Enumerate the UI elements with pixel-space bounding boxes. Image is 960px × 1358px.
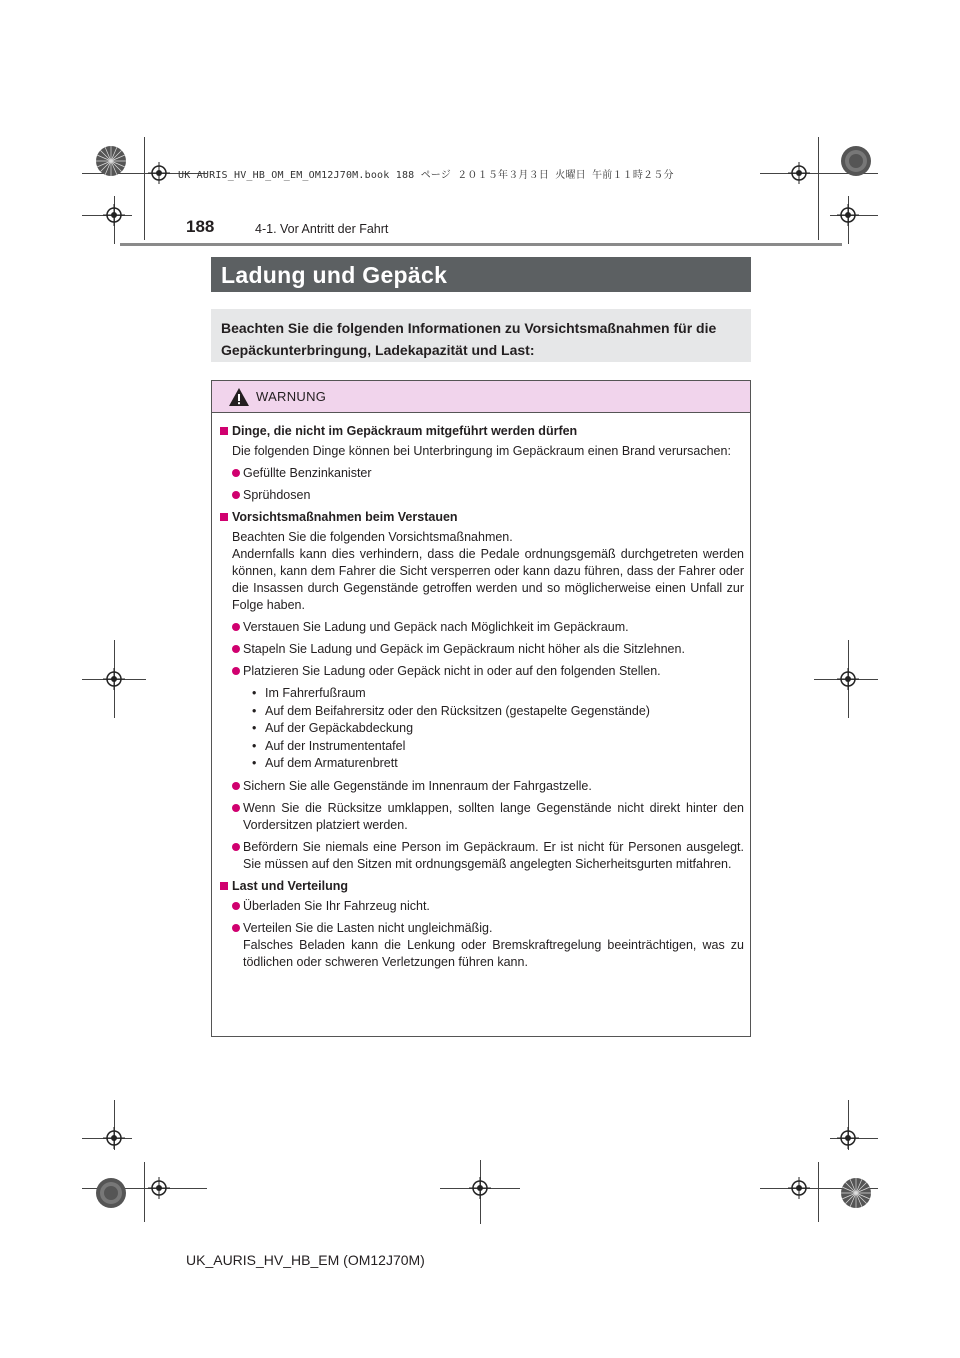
section-title: 4-1. Vor Antritt der Fahrt — [255, 222, 389, 236]
registration-mark-icon — [148, 162, 170, 184]
sub-list-item: • Auf dem Armaturenbrett — [220, 755, 744, 773]
crop-wheel-icon — [95, 1177, 127, 1209]
registration-mark-icon — [469, 1177, 491, 1199]
list-item: Befördern Sie niemals eine Person im Gepäckraum. Er ist nicht für Personen ausgelegt. Sie müssen auf den Sitzen mit ordnungsgemäß angelegten Sicherheitsgurten mitfahren. — [220, 839, 744, 873]
registration-mark-icon — [103, 1127, 125, 1149]
warning-header — [212, 381, 750, 413]
sub-list-item: • Auf der Instrumententafel — [220, 738, 744, 756]
book-file-stamp: UK AURIS_HV_HB_OM_EM_OM12J70M.book 188 ページ ２０１５年３月３日 火曜日 午前１１時２５分 — [178, 170, 674, 181]
section-text: Andernfalls kann dies verhindern, dass die Pedale ordnungsgemäß durchgetreten werden können, kann dem Fahrer die Sicht versperren oder kann dazu führen, dass der Fahrer oder die Insassen durch Gegenstände getroffen werden und so möglicherweise einen Unfall zur Folge haben. — [232, 547, 744, 612]
intro-box — [211, 309, 751, 362]
registration-mark-icon — [837, 1127, 859, 1149]
crop-wheel-icon — [95, 145, 127, 177]
section-heading: Vorsichtsmaßnahmen beim Verstauen — [220, 509, 744, 526]
registration-mark-icon — [103, 668, 125, 690]
registration-mark-icon — [103, 204, 125, 226]
section-heading: Dinge, die nicht im Gepäckraum mitgeführt werden dürfen — [220, 423, 744, 440]
list-item: Platzieren Sie Ladung oder Gepäck nicht in oder auf den folgenden Stellen. — [220, 663, 744, 680]
header-rule — [120, 243, 842, 246]
list-item: Gefüllte Benzinkanister — [220, 465, 744, 482]
registration-mark-icon — [788, 1177, 810, 1199]
registration-mark-icon — [837, 204, 859, 226]
section-heading: Last und Verteilung — [220, 878, 744, 895]
list-item: Sprühdosen — [220, 487, 744, 504]
registration-mark-icon — [788, 162, 810, 184]
list-item: Verteilen Sie die Lasten nicht ungleichmäßig. — [220, 920, 744, 937]
list-item: Überladen Sie Ihr Fahrzeug nicht. — [220, 898, 744, 915]
sub-list-item: • Auf dem Beifahrersitz oder den Rücksitzen (gestapelte Gegenstände) — [220, 703, 744, 721]
list-item: Wenn Sie die Rücksitze umklappen, sollten lange Gegenstände nicht direkt hinter den Vordersitzen platziert werden. — [220, 800, 744, 834]
section-text: Beachten Sie die folgenden Vorsichtsmaßnahmen. — [232, 530, 513, 544]
section-text: Die folgenden Dinge können bei Unterbringung im Gepäckraum einen Brand verursachen: — [232, 444, 731, 458]
crop-wheel-icon — [840, 1177, 872, 1209]
sub-list-item: • Auf der Gepäckabdeckung — [220, 720, 744, 738]
sub-list-item: • Im Fahrerfußraum — [220, 685, 744, 703]
intro-text: Beachten Sie die folgenden Informationen zu Vorsichtsmaßnahmen für die Gepäckunterbringung, Ladekapazität und Last: — [221, 320, 717, 358]
document-code: UK_AURIS_HV_HB_EM (OM12J70M) — [186, 1252, 425, 1268]
warning-triangle-icon — [228, 387, 250, 407]
page-number: 188 — [186, 217, 215, 236]
list-item: Verstauen Sie Ladung und Gepäck nach Möglichkeit im Gepäckraum. — [220, 619, 744, 636]
registration-mark-icon — [148, 1177, 170, 1199]
crop-wheel-icon — [840, 145, 872, 177]
list-item: Stapeln Sie Ladung und Gepäck im Gepäckraum nicht höher als die Sitzlehnen. — [220, 641, 744, 658]
list-item-continuation: Falsches Beladen kann die Lenkung oder Bremskraftregelung beeinträchtigen, was zu tödlichen oder schweren Verletzungen führen kann. — [243, 937, 744, 969]
warning-box — [211, 380, 751, 1037]
list-item: Sichern Sie alle Gegenstände im Innenraum der Fahrgastzelle. — [220, 778, 744, 795]
warning-title: WARNUNG — [256, 389, 327, 404]
page-heading: Ladung und Gepäck — [211, 257, 751, 292]
warning-content — [220, 423, 744, 976]
registration-mark-icon — [837, 668, 859, 690]
